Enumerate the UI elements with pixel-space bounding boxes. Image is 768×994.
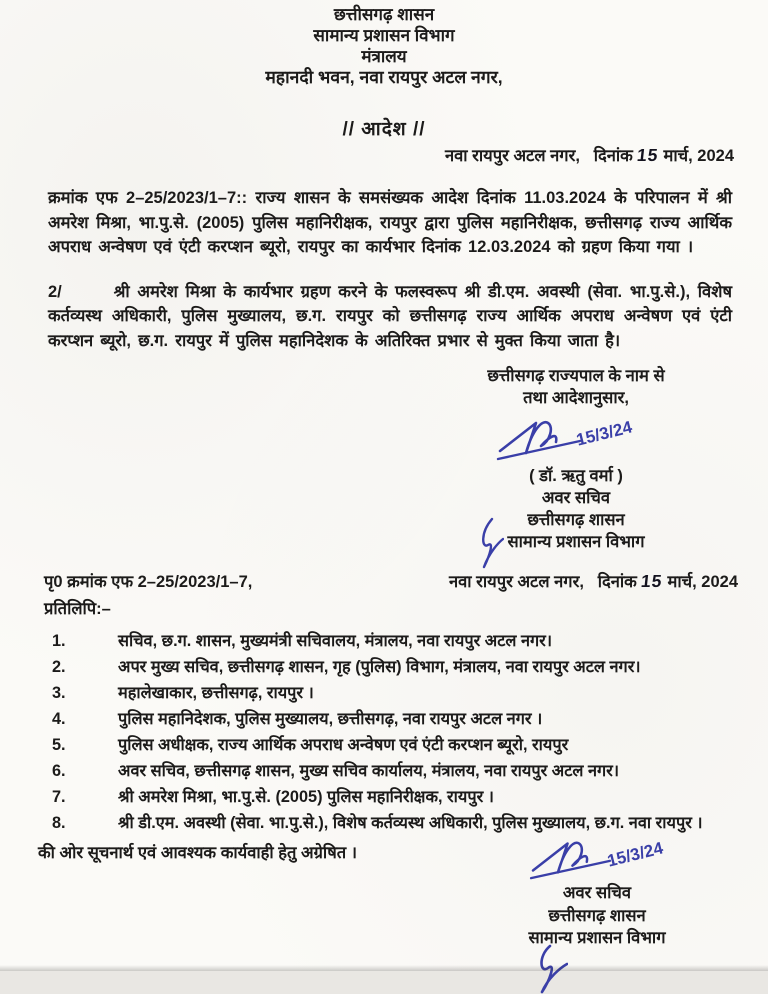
org-dept-line: सामान्य प्रशासन विभाग — [313, 26, 455, 45]
dateline-handwritten-day: 15 — [636, 145, 661, 165]
org-govt-line: छत्तीसगढ़ शासन — [333, 5, 435, 24]
order-paragraph-2-text: श्री अमरेश मिश्रा के कार्यभार ग्रहण करने के फलस्वरूप श्री डी.एम. अवस्थी (सेवा. भा.पु.से.), विशेष कर्तव्यस्थ अधिकारी, पुलिस मुख्यालय, छ.ग. रायपुर को छत्तीसगढ़ राज्य आर्थिक अपराध अन्वेषण एवं एंटी करप्शन ब्यूरो, छ.ग. रायपुर में पुलिस महानिदेशक के अतिरिक्त प्रभार से मुक्त किया जाता है। — [48, 282, 732, 350]
copy-item-number: 2. — [52, 658, 66, 676]
copy-item-number: 5. — [52, 736, 66, 754]
copy-list-item — [52, 733, 742, 758]
copy-list-item — [52, 759, 742, 784]
order-paragraph-2 — [48, 280, 732, 354]
copy-item-text: पुलिस महानिदेशक, पुलिस मुख्यालय, छत्तीसगढ़, नवा रायपुर अटल नगर । — [118, 710, 543, 728]
copy-list-item — [52, 681, 742, 706]
order-paragraph-2-number: 2/ — [48, 282, 62, 301]
dateline-date-rest: मार्च, 2024 — [663, 147, 734, 165]
footer-signature-date-handwritten: 15/3/24 — [605, 838, 666, 871]
endorsement-row — [44, 569, 738, 592]
letterhead — [0, 0, 768, 88]
footer-signatory-dept: सामान्य प्रशासन विभाग — [528, 929, 666, 947]
copy-list-item — [52, 707, 742, 732]
copy-item-text: श्री डी.एम. अवस्थी (सेवा. भा.पु.से.), विशेष कर्तव्यस्थ अधिकारी, पुलिस मुख्यालय, छ.ग. नवा रायपुर । — [118, 814, 703, 832]
copy-item-number: 7. — [52, 788, 66, 806]
signatory-dept: सामान्य प्रशासन विभाग — [507, 533, 645, 551]
order-dateline — [0, 143, 768, 166]
copy-item-text: पुलिस अधीक्षक, राज्य आर्थिक अपराध अन्वेषण एवं एंटी करप्शन ब्यूरो, रायपुर — [118, 736, 569, 754]
signatory-name: ( डॉ. ऋतु वर्मा ) — [529, 467, 623, 485]
endorsement-handwritten-day: 15 — [640, 571, 665, 591]
by-order-line-2: तथा आदेशानुसार, — [523, 389, 629, 407]
signatory-designation: अवर सचिव — [541, 489, 611, 507]
copy-item-text: अपर मुख्य सचिव, छत्तीसगढ़ शासन, गृह (पुलिस) विभाग, मंत्रालय, नवा रायपुर अटल नगर। — [118, 658, 641, 676]
org-address-line: महानदी भवन, नवा रायपुर अटल नगर, — [265, 67, 503, 87]
copy-item-text: श्री अमरेश मिश्रा, भा.पु.से. (2005) पुलिस महानिरीक्षक, रायपुर । — [118, 788, 494, 806]
copy-item-number: 8. — [52, 814, 66, 832]
endorsement-dateline — [449, 569, 738, 592]
signatory-block — [426, 365, 726, 553]
copy-item-text: अवर सचिव, छत्तीसगढ़ शासन, मुख्य सचिव कार्यालय, मंत्रालय, नवा रायपुर अटल नगर। — [118, 762, 620, 780]
org-ministry-line: मंत्रालय — [361, 47, 407, 66]
copy-item-number: 1. — [52, 632, 66, 650]
copy-item-text: महालेखाकार, छत्तीसगढ़, रायपुर । — [118, 684, 314, 702]
dateline-place: नवा रायपुर अटल नगर, — [444, 147, 580, 165]
footer-signature-flourish-icon — [532, 944, 568, 994]
copy-list — [52, 629, 742, 836]
copy-list-item — [52, 785, 742, 810]
by-order-line-1: छत्तीसगढ़ राज्यपाल के नाम से — [487, 367, 665, 385]
copy-item-number: 6. — [52, 762, 66, 780]
signature-tick-icon — [474, 517, 504, 569]
order-paragraph-1-text: राज्य शासन के समसंख्यक आदेश दिनांक 11.03.2024 के परिपालन में श्री अमरेश मिश्रा, भा.पु.से. (2005) पुलिस महानिरीक्षक, रायपुर द्वारा पुलिस महानिरीक्षक, छत्तीसगढ़ राज्य आर्थिक अपराध अन्वेषण एवं एंटी करप्शन ब्यूरो, रायपुर का कार्यभार दिनांक 12.03.2024 को ग्रहण किया गया । — [48, 189, 732, 256]
endorsement-ref: पृ0 क्रमांक एफ 2–25/2023/1–7, — [44, 573, 253, 591]
copy-item-number: 4. — [52, 710, 66, 728]
signature-date-handwritten: 15/3/24 — [574, 417, 635, 450]
signatory-govt: छत्तीसगढ़ शासन — [527, 511, 625, 529]
endorsement-date-rest: मार्च, 2024 — [667, 573, 738, 591]
copy-item-number: 3. — [52, 684, 66, 702]
footer-signatory-designation: अवर सचिव — [562, 884, 632, 902]
copy-list-item — [52, 629, 742, 654]
order-reference-number: क्रमांक एफ 2–25/2023/1–7:: — [48, 189, 248, 207]
copy-list-label: प्रतिलिपि:– — [44, 600, 111, 618]
signatory-dept-wrap — [508, 531, 645, 553]
footer-signatory-block — [472, 832, 722, 950]
order-title: // आदेश // — [342, 119, 426, 140]
dateline-date-label: दिनांक — [593, 147, 633, 165]
footer-signatory-govt: छत्तीसगढ़ शासन — [548, 906, 646, 925]
copy-list-item — [52, 655, 742, 680]
copy-item-text: सचिव, छ.ग. शासन, मुख्यमंत्री सचिवालय, मंत्रालय, नवा रायपुर अटल नगर। — [118, 632, 553, 650]
order-paragraph-1 — [48, 186, 732, 260]
signature-area — [426, 409, 726, 465]
forwarding-note: की ओर सूचनार्थ एवं आवश्यक कार्यवाही हेतु अग्रेषित । — [38, 844, 357, 862]
endorsement-date-label: दिनांक — [597, 573, 637, 591]
footer-signature-area — [472, 832, 722, 882]
endorsement-place: नवा रायपुर अटल नगर, — [448, 573, 584, 591]
